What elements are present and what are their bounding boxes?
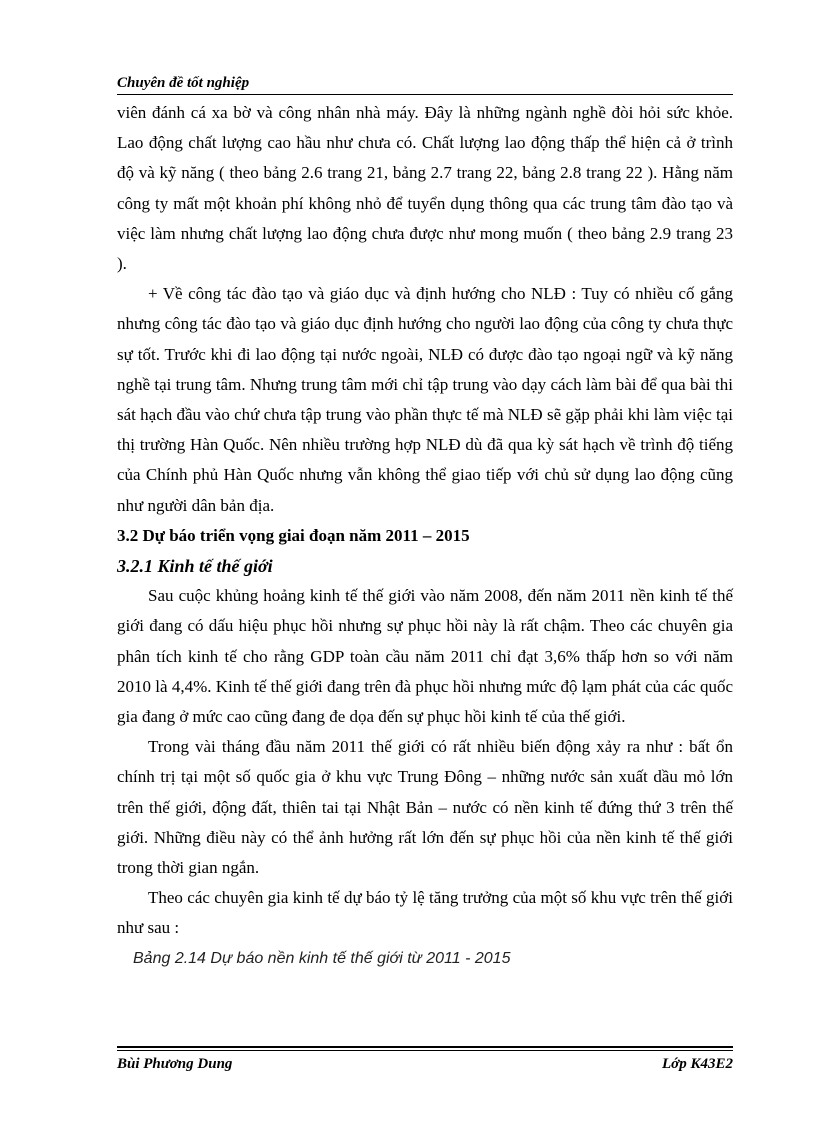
- subsection-heading-3-2-1: 3.2.1 Kinh tế thế giới: [117, 556, 273, 577]
- paragraph-5: Theo các chuyên gia kinh tế dự báo tỷ lệ tăng trưởng của một số khu vực trên thế giới như sau :: [117, 888, 733, 938]
- footer-author: Bùi Phương Dung: [117, 1056, 233, 1072]
- section-heading-3-2: 3.2 Dự báo triển vọng giai đoạn năm 2011 – 2015: [117, 525, 470, 545]
- paragraph-3: Sau cuộc khủng hoảng kinh tế thế giới vào năm 2008, đến năm 2011 nền kinh tế thế giới đang có dấu hiệu phục hồi nhưng sự phục hồi này là rất chậm. Theo các chuyên gia phân tích kinh tế cho rằng GDP toàn cầu năm 2011 chỉ đạt 3,6% thấp hơn so với năm 2010 là 4,4%. Kinh tế thế giới đang trên đà phục hồi nhưng mức độ lạm phát của các quốc gia đang ở mức cao cũng đang đe dọa đến sự phục hồi kinh tế của thế giới.: [117, 586, 733, 727]
- footer-divider-thick: [117, 1046, 733, 1048]
- document-body: [117, 98, 733, 974]
- paragraph-4: Trong vài tháng đầu năm 2011 thế giới có rất nhiều biến động xảy ra như : bất ổn chính trị tại một số quốc gia ở khu vực Trung Đông – những nước sản xuất dầu mỏ lớn trên thế giới, động đất, thiên tai tại Nhật Bản – nước có nền kinh tế đứng thứ 3 trên thế giới. Những điều này có thể ảnh hưởng rất lớn đến sự phục hồi của nền kinh tế thế giới trong thời gian ngắn.: [117, 737, 733, 878]
- page-header: Chuyên đề tốt nghiệp: [117, 75, 250, 91]
- table-caption: Bảng 2.14 Dự báo nền kinh tế thế giới từ 2011 - 2015: [133, 949, 511, 967]
- footer-divider-thin: [117, 1050, 733, 1051]
- header-divider: [117, 94, 733, 95]
- paragraph-1: viên đánh cá xa bờ và công nhân nhà máy. Đây là những ngành nghề đòi hỏi sức khỏe. Lao động chất lượng cao hầu như chưa có. Chất lượng lao động thấp thể hiện cả ở trình độ và kỹ năng ( theo bảng 2.6 trang 21, bảng 2.7 trang 22, bảng 2.8 trang 22 ). Hằng năm công ty mất một khoản phí không nhỏ để tuyển dụng thông qua các trung tâm đào tạo và việc làm nhưng chất lượng lao động chưa được như mong muốn ( theo bảng 2.9 trang 23 ).: [117, 103, 733, 274]
- footer-class: Lớp K43E2: [662, 1056, 733, 1072]
- paragraph-2: + Về công tác đào tạo và giáo dục và định hướng cho NLĐ : Tuy có nhiều cố gắng nhưng công tác đào tạo và giáo dục định hướng cho người lao động của công ty chưa thực sự tốt. Trước khi đi lao động tại nước ngoài, NLĐ có được đào tạo ngoại ngữ và kỹ năng nghề tại trung tâm. Nhưng trung tâm mới chỉ tập trung vào dạy cách làm bài để qua bài thi sát hạch đầu vào chứ chưa tập trung vào phần thực tế mà NLĐ sẽ gặp phải khi làm việc tại thị trường Hàn Quốc. Nên nhiều trường hợp NLĐ dù đã qua kỳ sát hạch về trình độ tiếng của Chính phủ Hàn Quốc nhưng vẫn không thể giao tiếp với chủ sử dụng lao động cũng như người dân bản địa.: [117, 284, 733, 515]
